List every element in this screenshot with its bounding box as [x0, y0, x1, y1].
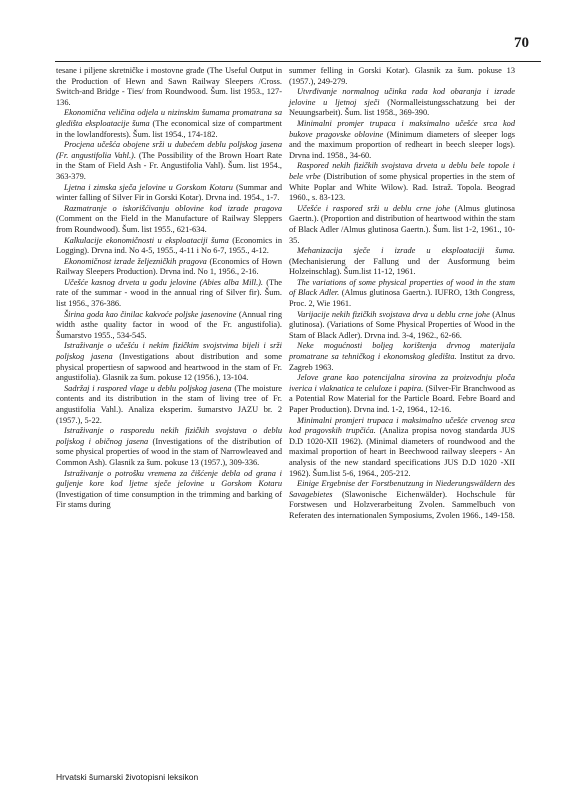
entry-text: summer felling in Gorski Kotar). Glasnik za šum. pokuse 13 (1957.), 249-279.	[289, 66, 515, 86]
bibliography-entry	[56, 108, 282, 140]
bibliography-entry	[56, 257, 282, 278]
entry-text: (Investigation of time consumption in the trimming and barking of Fir stams during	[56, 489, 282, 510]
entry-text: (Investigations of the distribution of some physical properties of wood in the stam of Narrowleaved and Common Ash). Glasnik za šum. pokuse 13 (1957.), 309-336.	[56, 436, 282, 467]
entry-text: (Normalleistungsschatzung bei der Neuungsarbeit). Šum. list 1958., 369-390.	[289, 97, 515, 118]
entry-text: (Analiza propisa novog standarda JUS D.D 1020-XII 1962). (Minimal diameters of roundwood and the maximal proportion of heart in Beechwood railway sleepers - An analysis of the new standard specifications JUS D.D 1020 -XII 1962). Šum.list 5-6, 1964., 205-212.	[289, 426, 515, 478]
bibliography-entry	[56, 310, 282, 342]
entry-title: Ekonomična veličina odjela u nizinskim šumama promatrana sa gledišta eksploatacije šuma	[56, 108, 282, 128]
entry-title: Varijacije nekih fizičkih svojstava drva u deblu crne johe	[297, 309, 490, 319]
bibliography-entry	[289, 278, 515, 310]
header-rule	[55, 61, 541, 62]
bibliography-entry	[289, 310, 515, 342]
entry-text: (The moisture contents and its distribution in the stam of living tree of Fr. angustifolia Vahl.). Analiza eksperim. šumarstvo JAZU br. 2 (1957.), 5-22.	[56, 383, 282, 425]
bibliography-entry	[289, 87, 515, 119]
entry-text: (Distribution of some physical properties in the stem of White Poplar and White Wilow). Rad. Istraž. Topola. Beograd 1960., s. 83-123.	[289, 171, 516, 203]
entry-text: (Summar and winter falling of Silver Fir in Gorski Kotar). Drvna ind. 1954., 1-7.	[56, 182, 282, 203]
entry-text: (Annual ring width asthe quality factor in wood of the Fr. angustifolia). Šumarstvo 1955., 534-545.	[56, 309, 282, 340]
entry-text: (Silver-Fir Branchwood as a Potential Row Material for the Particle Board. Febre Board and Paper Production). Drvna ind. 1-2, 1964., 12-16.	[289, 383, 515, 414]
entry-text: (Almus glutinosa Gaertn.). IUFRO, 13th Congress, Proc. 2, Wie 1961.	[289, 288, 515, 309]
entry-text: (Investigations about distribution and some physical propertiesn of sapwood and heartwood in the stam of Fr. angustifolia). Glasnik za šum. pokuse 12 (1956.), 13-104.	[56, 352, 282, 383]
entry-text: (Economics in Logging). Drvna ind. No 4-5, 1955., 4-11 i No 6-7, 1955., 4-12.	[56, 235, 283, 256]
entry-title: Procjena učešća obojene srži u dubećem deblu poljskog jasena (Fr. angustifolia Vahl.).	[56, 140, 282, 160]
entry-title: Einige Ergebnise der Forstbenutzung in Niederungswäldern des Savagebietes	[289, 479, 515, 499]
entry-title: Utvrđivanje normalnog učinka rada kod obaranja i izrade jelovine u ljetnoj sječi	[289, 87, 515, 107]
entry-title: Minimalni promjer trupaca i maksimalno učešće srca kod bukove pragovske oblovine	[289, 118, 515, 139]
bibliography-entry	[56, 140, 282, 182]
bibliography-entry	[56, 278, 282, 310]
entry-title: Ekonomičnost izrade željezničkih pragova	[64, 256, 207, 266]
entry-text: (Alnus glutinosa). (Variations of Some Physical Properties of Wood in the Stam of Black Adler). Drvna ind. 3-4, 1962., 62-66.	[289, 309, 515, 340]
entry-title: Učešće i raspored srži u deblu crne johe	[297, 203, 450, 213]
bibliography-entry	[56, 469, 282, 511]
entry-title: Minimalni promjeri trupaca i maksimalno učešće crvenog srca kod pragovskih trupčića.	[289, 415, 515, 436]
bibliography-entry	[289, 66, 515, 87]
entry-title: Širina goda kao činilac kakvoće poljske jasenovine	[64, 309, 237, 319]
entry-text: tesane i piljene skretničke i mostovne građe (The Useful Output in the Production of Hewn and Sawn Railway Sleepers /Cross. Switch-and Bridge - Ties/ from Roundwood. Šum. list 1953., 127-136.	[56, 66, 282, 107]
bibliography-entry	[289, 119, 515, 161]
entry-text: Institut za drvo. Zagreb 1963.	[289, 352, 515, 372]
entry-title: Razmatranje o iskorišćivanju oblovine kod izrade pragova	[64, 203, 282, 213]
bibliography-entry	[56, 384, 282, 426]
entry-title: Učešće kasnog drveta u godu jelovine (Abies alba Mill.).	[64, 277, 264, 287]
bibliography-entry	[56, 204, 282, 236]
entry-text: (The economical size of compartment in the lowlandforests). Šum. list 1954., 174-182.	[56, 118, 282, 139]
page-footer: Hrvatski šumarski životopisni leksikon	[56, 772, 199, 782]
entry-text: (Mechanisierung der Fallung und der Ausformung beim Holzeinschlag). Šum.list 11-12, 1961.	[289, 256, 515, 277]
entry-title: Istraživanje o rasporedu nekih fizičkih svojstava o deblu poljskog i običnog jasena	[56, 426, 282, 446]
entry-text: (The Possibility of the Brown Hoart Rate in the Stam of Field Ash - Fr. Angustifolia Vahl). Šum. list 1954., 363-379.	[56, 150, 283, 181]
page-number: 70	[514, 35, 529, 51]
bibliography-entry	[289, 161, 515, 203]
bibliography-entry	[289, 373, 515, 415]
bibliography-entry	[289, 246, 515, 278]
entry-title: Sadržaj i raspored vlage u deblu poljskog jasena	[64, 383, 232, 393]
bibliography-entry	[56, 341, 282, 383]
right-column	[289, 66, 515, 522]
entry-title: Mehanizacija sječe i izrade u eksploataciji šuma.	[297, 246, 515, 256]
bibliography-entry	[289, 341, 515, 373]
bibliography-entry	[56, 236, 282, 257]
bibliography-entry	[56, 183, 282, 204]
entry-title: The variations of some physical properties of wood in the stam of Black Adler.	[289, 277, 515, 298]
entry-text: (Slawonische Eichenwälder). Hochschule für Forstwesen und Holzverarbeitung Zvolen. Sammelbuch von Referaten des internationalen Symposiums, Zvolen 1966., 149-158.	[289, 489, 515, 520]
entry-title: Raspored nekih fizičkih svojstava drveta u deblu bele topole i bele vrbe	[289, 161, 515, 181]
bibliography-entry	[56, 426, 282, 468]
entry-text: (Economics of Hown Railway Sleepers Production). Drvna ind. No 1, 1956., 2-16.	[56, 256, 282, 277]
entry-title: Istraživanje o potrošku vremena za čišćenje debla od grana i guljenje kore kod ljetne sječe jelovine u Gorskom Kotaru	[56, 468, 282, 489]
bibliography-entry	[289, 204, 515, 246]
bibliography-entry	[56, 66, 282, 108]
entry-title: Ljetna i zimska sječa jelovine u Gorskom Kotaru	[64, 182, 233, 192]
bibliography-entry	[289, 479, 515, 521]
entry-text: (The rate of the summar - wood in the annual ring of Silver fir). Šum. list 1956., 376-386.	[56, 277, 282, 309]
bibliography-entry	[289, 416, 515, 480]
entry-text: (Minimum diameters of sleeper logs and the maximum proportion of redheart in beech sleeper logs). Drvna ind. 1958., 34-60.	[289, 129, 516, 160]
entry-title: Neke mogućnosti boljeg korištenja drvnog materijala promatrane sa tehničkog i ekonomskog gledišta.	[289, 341, 515, 362]
entry-text: (Almus glutinosa Gaertn.). (Proportion and distribution of heartwood within the stam of Black Adler /Almus glutinosa Gaertn.). Šum. list 1-2, 1961., 10-35.	[289, 203, 515, 245]
entry-text: (Comment on the Field in the Manufacture of Railway Sleppers from Roundwood). Šum. list 1955., 621-634.	[56, 214, 282, 234]
entry-title: Istraživanje o učešću i nekim fizičkim svojstvima bijeli i srži poljskog jasena	[56, 341, 282, 362]
left-column	[56, 66, 282, 511]
entry-title: Jelove grane kao potencijalna sirovina za proizvodnju ploča iverica i vlaknatica te celuloze i papira.	[289, 373, 515, 393]
entry-title: Kalkulacije ekonomičnosti u eksploataciji šuma	[64, 235, 229, 245]
